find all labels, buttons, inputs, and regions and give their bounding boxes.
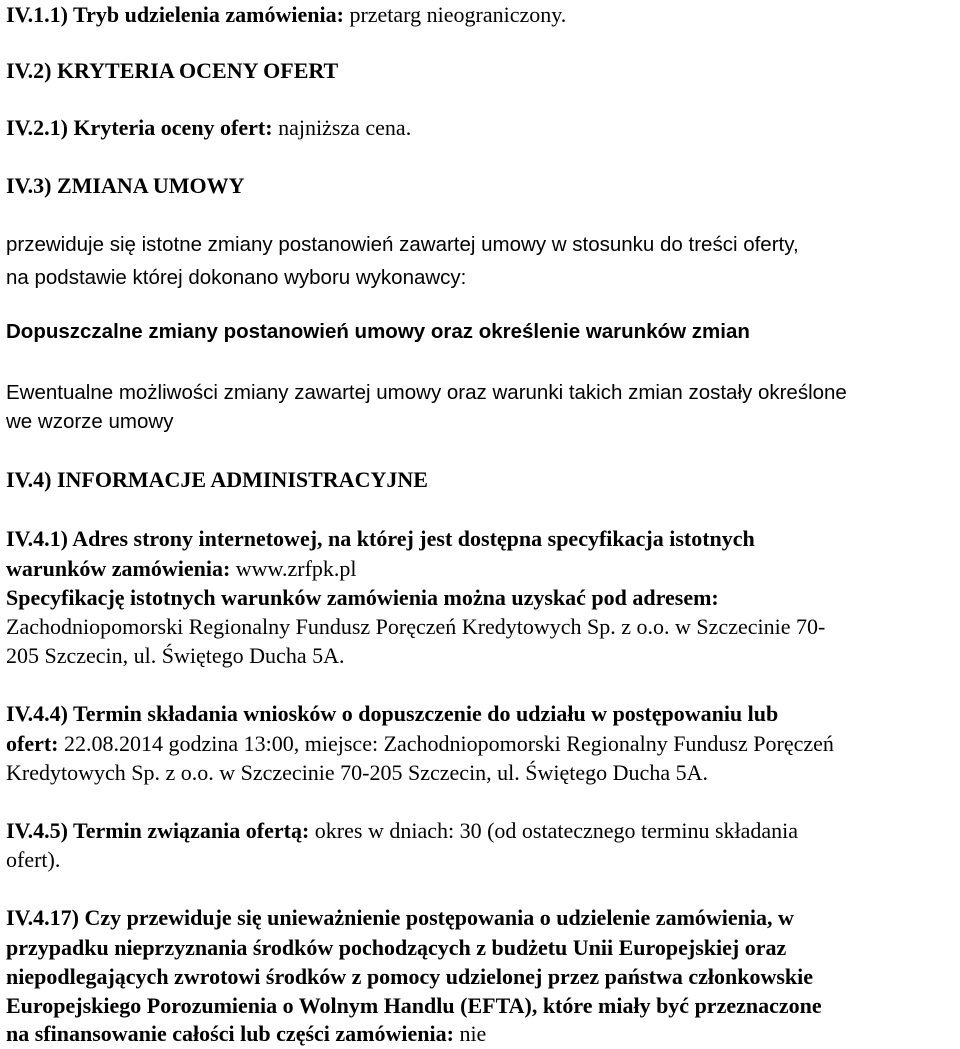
iv-1-1-label: IV.1.1) Tryb udzielenia zamówienia: xyxy=(6,2,344,27)
iv-4-4-value-line-2: 22.08.2014 godzina 13:00, miejsce: Zachodniopomorski Regionalny Fundusz Poręczeń xyxy=(58,731,834,756)
iv-4-4-label-line-2: ofert: xyxy=(6,731,59,756)
iv-3-line-1: przewiduje się istotne zmiany postanowień zawartej umowy w stosunku do treści oferty, xyxy=(6,233,799,256)
iv-4-heading: IV.4) INFORMACJE ADMINISTRACYJNE xyxy=(6,467,428,492)
iv-3-body-line-1: Ewentualne możliwości zmiany zawartej umowy oraz warunki takich zmian zostały określone xyxy=(6,381,847,404)
iv-4-17-label-line-5: na sfinansowanie całości lub części zamówienia: xyxy=(6,1021,454,1046)
iv-4-1-label-2: Specyfikację istotnych warunków zamówienia można uzyskać pod adresem: xyxy=(6,585,719,610)
iv-2-1-paragraph xyxy=(6,113,411,143)
iv-4-1-address-line-2: 205 Szczecin, ul. Świętego Ducha 5A. xyxy=(6,643,345,668)
iv-3-line-2: na podstawie której dokonano wyboru wykonawcy: xyxy=(6,266,467,289)
iv-3-heading: IV.3) ZMIANA UMOWY xyxy=(6,173,245,198)
iv-3-sub-heading: Dopuszczalne zmiany postanowień umowy oraz określenie warunków zmian xyxy=(6,320,750,343)
iv-4-4-label-line-1: IV.4.4) Termin składania wniosków o dopuszczenie do udziału w postępowaniu lub xyxy=(6,701,779,726)
iv-4-17-value: nie xyxy=(453,1021,487,1046)
iv-3-body-line-2: we wzorze umowy xyxy=(6,410,174,433)
iv-4-1-address-line-1: Zachodniopomorski Regionalny Fundusz Poręczeń Kredytowych Sp. z o.o. w Szczecinie 70- xyxy=(6,614,826,639)
iv-4-5-label: IV.4.5) Termin związania ofertą: xyxy=(6,818,310,843)
iv-4-5-line-1 xyxy=(6,816,798,846)
iv-1-1-value: przetarg nieograniczony. xyxy=(343,2,567,27)
iv-4-4-value-line-3: Kredytowych Sp. z o.o. w Szczecinie 70-205 Szczecin, ul. Świętego Ducha 5A. xyxy=(6,760,708,785)
iv-4-17-line-3: niepodlegających zwrotowi środków z pomocy udzielonej przez państwa członkowskie xyxy=(6,964,814,989)
iv-2-heading: IV.2) KRYTERIA OCENY OFERT xyxy=(6,58,339,83)
iv-4-1-label-line-2: warunków zamówienia: xyxy=(6,556,231,581)
iv-4-1-label-line-1: IV.4.1) Adres strony internetowej, na której jest dostępna specyfikacja istotnych xyxy=(6,526,755,551)
iv-4-5-value-line-2: ofert). xyxy=(6,847,61,872)
iv-2-1-value: najniższa cena. xyxy=(272,115,412,140)
iv-4-4-line-2 xyxy=(6,729,834,759)
iv-1-1-paragraph xyxy=(6,0,566,30)
iv-2-1-label: IV.2.1) Kryteria oceny ofert: xyxy=(6,115,273,140)
iv-4-17-line-2: przypadku nieprzyznania środków pochodzących z budżetu Unii Europejskiej oraz xyxy=(6,935,787,960)
iv-4-17-line-1: IV.4.17) Czy przewiduje się unieważnienie postępowania o udzielenie zamówienia, w xyxy=(6,905,794,930)
iv-4-17-line-5 xyxy=(6,1019,486,1049)
iv-4-17-line-4: Europejskiego Porozumienia o Wolnym Handlu (EFTA), które miały być przeznaczone xyxy=(6,993,822,1018)
iv-4-1-url: www.zrfpk.pl xyxy=(230,556,357,581)
iv-4-1-line-2 xyxy=(6,554,357,584)
iv-4-5-value-line-1: okres w dniach: 30 (od ostatecznego terminu składania xyxy=(309,818,799,843)
